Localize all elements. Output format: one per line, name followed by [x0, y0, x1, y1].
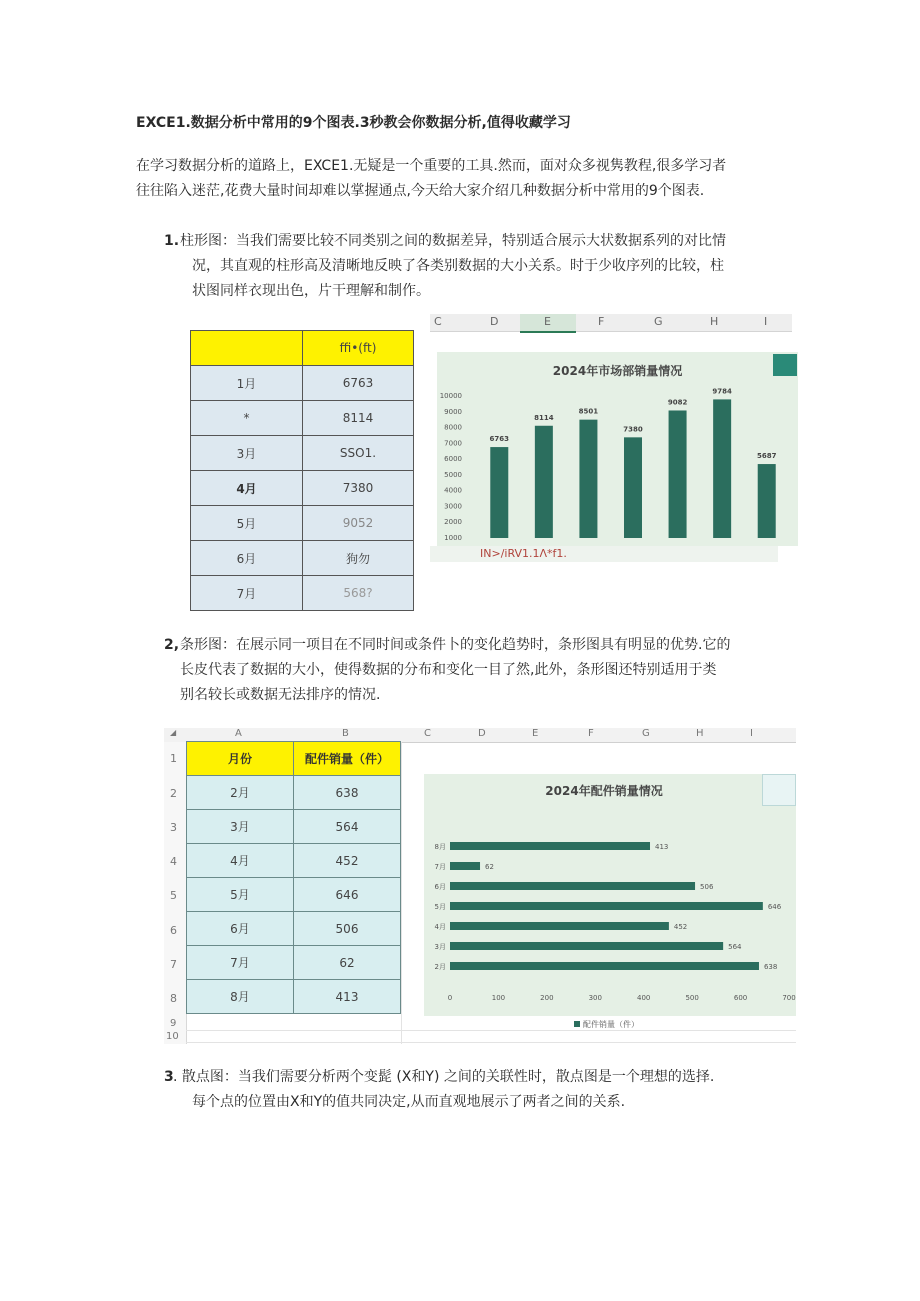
table-row: [187, 912, 401, 946]
table-cell-value: 564: [294, 810, 401, 844]
y-tick-label: 5000: [444, 470, 462, 479]
table-cell-month: 6月: [187, 912, 294, 946]
data-label: 413: [655, 843, 669, 851]
table-cell-month: 4月: [191, 471, 303, 506]
legend-swatch: [574, 1021, 580, 1027]
x-tick-label: 0: [447, 994, 453, 1002]
column-bar: [624, 437, 642, 538]
table-row: [191, 436, 414, 471]
table-cell-value: SSO1.: [303, 436, 414, 471]
column-letter: I: [764, 315, 768, 328]
sheet-column-header: [430, 314, 792, 332]
section3-line-1: . 散点图：当我们需要分析两个变髭 (X和Y) 之间的关联性时，散点图是一个理想的选择.: [173, 1069, 715, 1085]
table-cell-value: 413: [294, 980, 401, 1014]
grid-line: [401, 742, 402, 1044]
select-all-corner[interactable]: ◢: [170, 728, 177, 737]
table-row: [191, 506, 414, 541]
parts-sales-chart: [424, 774, 796, 1029]
table-header-cell: 月份: [187, 742, 294, 776]
column-letter: D: [490, 315, 499, 328]
y-tick-label: 2000: [444, 518, 462, 527]
table-cell-value: 7380: [303, 471, 414, 506]
table-cell-month: 7月: [191, 576, 303, 611]
y-tick-label: 7000: [444, 439, 462, 448]
table-header-cell: ffi•(ft): [303, 331, 414, 366]
x-tick-label: 100: [491, 994, 506, 1002]
column-bar: [669, 410, 687, 538]
table-row: [191, 541, 414, 576]
table-cell-month: 5月: [191, 506, 303, 541]
table-row: [191, 576, 414, 611]
table-row: [187, 844, 401, 878]
page-title: EXCE1.数据分析中常用的9个图表.3秒教会你数据分析,值得收藏学习: [136, 115, 571, 131]
column-letter: H: [710, 315, 719, 328]
row-number: 4: [170, 855, 177, 868]
x-tick-label: 500: [685, 994, 699, 1002]
section1-line-3: 状图同样衣现出色，片干理解和制作。: [192, 283, 430, 299]
data-label: 8501: [578, 407, 599, 416]
table-cell-month: 4月: [187, 844, 294, 878]
table-cell-month: 7月: [187, 946, 294, 980]
x-tick-label: 700: [782, 994, 796, 1002]
section3-line-2: 每个点的位置由X和Y的值共同决定,从而直观地展示了两者之间的关系.: [192, 1094, 626, 1110]
table-row: [191, 366, 414, 401]
table-row: [187, 878, 401, 912]
table-cell-month: 1月: [191, 366, 303, 401]
y-tick-label: 8000: [444, 423, 462, 432]
chart-caption-text: IN>/iRV1.1Λ*f1.: [480, 547, 567, 560]
table-cell-month: 5月: [187, 878, 294, 912]
column-letter: A: [235, 728, 242, 739]
bar: [450, 842, 650, 850]
bar: [450, 942, 723, 950]
category-label: 8月: [434, 843, 446, 851]
column-bar: [535, 426, 553, 538]
column-bar: [713, 399, 731, 538]
table-cell-value: 452: [294, 844, 401, 878]
column-letter: F: [598, 315, 605, 328]
data-label: 452: [673, 923, 688, 931]
data-label: 7380: [623, 425, 643, 434]
bar: [450, 922, 669, 930]
column-letter: C: [434, 315, 442, 328]
column-letter: H: [696, 728, 704, 739]
legend-label: 配件销量（件）: [583, 1020, 639, 1029]
y-tick-label: 9000: [444, 407, 462, 416]
category-label: 7月: [434, 863, 446, 871]
data-label: 6763: [489, 435, 510, 444]
row-number: 7: [170, 958, 177, 971]
row-number: 8: [170, 992, 177, 1005]
table-cell-month: 8月: [187, 980, 294, 1014]
column-letter: G: [642, 728, 650, 739]
table-row: [187, 810, 401, 844]
chart-selection-handle: [773, 354, 797, 376]
section2-number: 2,: [164, 637, 180, 653]
x-tick-label: 200: [540, 994, 554, 1002]
section1-number: 1.: [164, 233, 180, 249]
table-cell-value: 6763: [303, 366, 414, 401]
data-label: 638: [763, 963, 778, 971]
row-number: 1: [170, 752, 177, 765]
row-number: 6: [170, 924, 177, 937]
table-row: [191, 401, 414, 436]
market-sales-chart: [437, 352, 798, 546]
bar: [450, 962, 759, 970]
data-label: 5687: [756, 452, 777, 461]
grid-line: [186, 1042, 796, 1043]
table-cell-value: 9052: [303, 506, 414, 541]
column-bar: [490, 447, 508, 538]
table-row: [187, 776, 401, 810]
section2-line-2: 长皮代表了数据的大小，使得数据的分布和变化一目了然,此外，条形图还特别适用于类: [180, 662, 717, 678]
table-cell-value: 646: [294, 878, 401, 912]
table-header-cell: 配件销量（件）: [294, 742, 401, 776]
y-tick-label: 4000: [444, 486, 462, 495]
data-label: 8114: [534, 413, 554, 422]
data-label: 9082: [667, 398, 688, 407]
data-label: 506: [700, 883, 714, 891]
intro-line-1: 在学习数据分析的道路上，EXCE1.无疑是一个重要的工具.然而，面对众多视隽教程,很多学习者: [136, 158, 727, 174]
column-letter: D: [478, 728, 486, 739]
x-tick-label: 400: [637, 994, 651, 1002]
x-tick-label: 600: [733, 994, 748, 1002]
data-label: 9784: [712, 387, 732, 396]
column-letter: I: [750, 728, 753, 739]
table-row: [187, 946, 401, 980]
y-tick-label: 1000: [444, 534, 462, 542]
section2-line-3: 别名较长或数据无法排序的情况.: [180, 687, 381, 703]
chart-title: 2024年配件销量情况: [545, 784, 663, 798]
parts-sales-table: [186, 741, 401, 1014]
data-label: 564: [728, 943, 742, 951]
column-letter: G: [654, 315, 663, 328]
section2-line-1: 条形图：在展示同一项目在不同时间或条件卜的变化趋势时，条形图具有明显的优势.它的: [180, 637, 731, 653]
table-cell-value: 62: [294, 946, 401, 980]
row-number: 9: [170, 1018, 177, 1029]
bar-chart-plot: [424, 774, 796, 1029]
table-row: [191, 471, 414, 506]
intro-line-2: 往往陷入迷茫,花费大量时间却难以掌握通点,今天给大家介绍几种数据分析中常用的9个图表.: [136, 183, 705, 199]
row-number: 3: [170, 821, 177, 834]
column-chart-plot: [437, 352, 798, 546]
chart-caption-strip: [430, 546, 778, 562]
table-cell-value: 8114: [303, 401, 414, 436]
category-label: 6月: [434, 883, 446, 891]
column-letter: E: [544, 315, 551, 328]
table-cell-month: 2月: [187, 776, 294, 810]
monthly-sales-table: [190, 330, 414, 611]
table-cell-month: 3月: [191, 436, 303, 471]
table-cell-month: 3月: [187, 810, 294, 844]
grid-line: [186, 1030, 796, 1031]
row-number: 10: [166, 1031, 179, 1042]
column-letter: B: [342, 728, 349, 739]
table-cell-value: 568?: [303, 576, 414, 611]
column-letter: C: [424, 728, 431, 739]
y-tick-label: 10000: [439, 392, 462, 400]
table-cell-month: 6月: [191, 541, 303, 576]
column-bar: [579, 420, 597, 538]
category-label: 5月: [434, 903, 446, 911]
data-label: 62: [485, 863, 494, 871]
table-header-cell: [191, 331, 303, 366]
table-cell-value: 638: [294, 776, 401, 810]
table-row: [187, 980, 401, 1014]
bar: [450, 862, 480, 870]
table-cell-value: 狗勿: [303, 541, 414, 576]
row-number: 5: [170, 889, 177, 902]
column-bar: [758, 464, 776, 538]
chart-title: 2024年市场部销量情况: [552, 364, 683, 378]
section3-number: 3: [164, 1069, 174, 1085]
table-cell-value: 506: [294, 912, 401, 946]
table-header-row: [191, 331, 414, 366]
category-label: 2月: [434, 963, 446, 971]
bar: [450, 902, 763, 910]
section1-line-1: 柱形图：当我们需要比较不同类别之间的数据差异，特别适合展示大状数据系列的对比情: [180, 233, 726, 249]
column-letter: F: [588, 728, 594, 739]
x-tick-label: 300: [588, 994, 602, 1002]
data-label: 646: [767, 903, 782, 911]
category-label: 3月: [434, 943, 446, 951]
column-letter: E: [532, 728, 539, 739]
table-cell-month: *: [191, 401, 303, 436]
y-tick-label: 3000: [444, 502, 462, 511]
bar: [450, 882, 695, 890]
category-label: 4月: [434, 923, 446, 931]
table-header-row: [187, 742, 401, 776]
spreadsheet-view: [164, 728, 796, 1044]
section1-line-2: 况，其直观的柱形高及清晰地反映了各类别数据的大小关系。时于少收序列的比较，柱: [192, 258, 724, 274]
row-number: 2: [170, 787, 177, 800]
y-tick-label: 6000: [444, 455, 462, 464]
